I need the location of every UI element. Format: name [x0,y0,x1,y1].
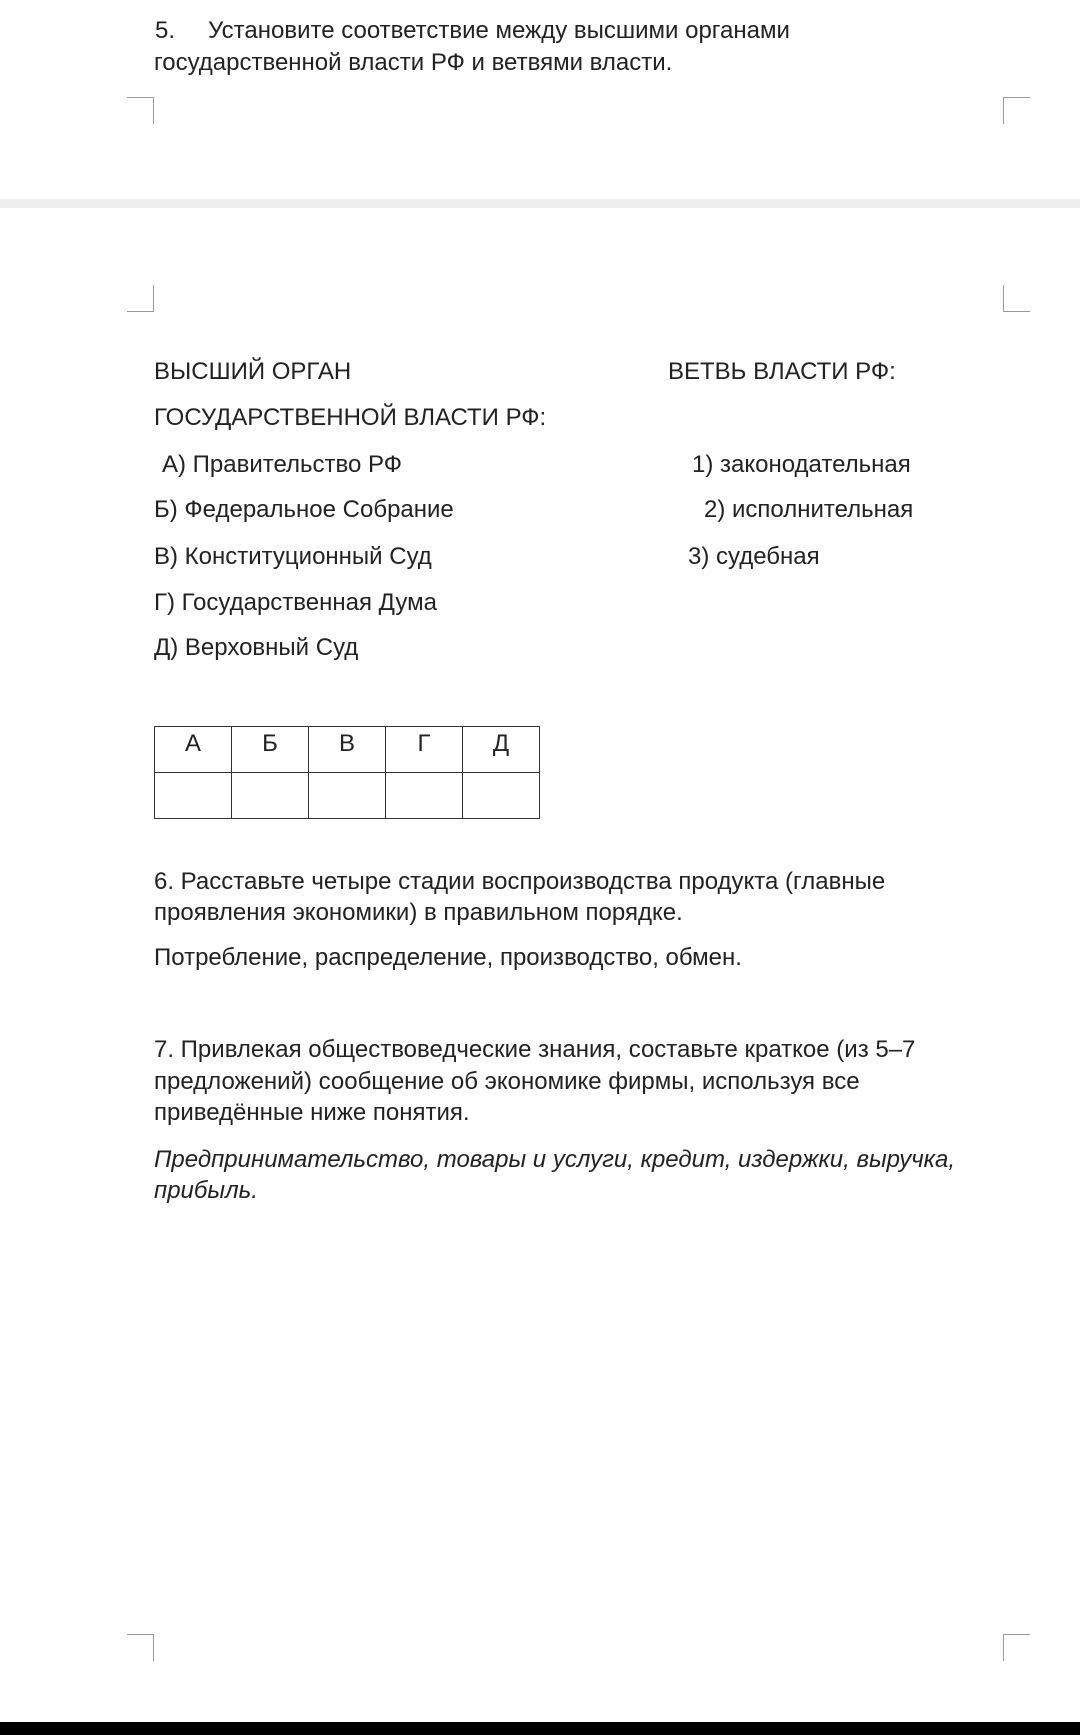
organ-item: Б) Федеральное Собрание [154,496,454,523]
answer-cell[interactable] [386,773,463,819]
margin-corner-mark [1003,1634,1030,1661]
branch-item: 3) судебная [688,543,820,570]
margin-corner-mark [127,285,154,312]
table-header-cell: В [309,727,386,773]
q6-text-line2: проявления экономики) в правильном порядке. [154,899,683,926]
organ-item: В) Конституционный Суд [154,543,432,570]
q7-text-line2: предложений) сообщение об экономике фирмы, используя все [154,1068,860,1095]
q6-text-line1: 6. Расставьте четыре стадии воспроизводства продукта (главные [154,868,886,895]
organ-item: А) Правительство РФ [162,451,403,478]
q7-text-line3: приведённые ниже понятия. [154,1099,470,1126]
q5-text-line1: Установите соответствие между высшими органами [208,17,790,44]
answer-cell[interactable] [463,773,540,819]
page-separator [0,199,1080,208]
branches-header: ВЕТВЬ ВЛАСТИ РФ: [668,358,896,385]
branch-item: 1) законодательная [692,451,911,478]
table-header-cell: Б [232,727,309,773]
answer-cell[interactable] [232,773,309,819]
table-header-cell: Д [463,727,540,773]
margin-corner-mark [127,1634,154,1661]
table-header-row [155,727,540,773]
margin-corner-mark [127,97,154,124]
organ-item: Г) Государственная Дума [154,589,437,616]
margin-corner-mark [1003,285,1030,312]
answer-cell[interactable] [155,773,232,819]
margin-corner-mark [1003,97,1030,124]
table-header-cell: А [155,727,232,773]
q7-text-line1: 7. Привлекая обществоведческие знания, составьте краткое (из 5–7 [154,1036,916,1063]
answer-table [154,726,540,819]
answer-cell[interactable] [309,773,386,819]
table-answer-row [155,773,540,819]
bottom-bar [0,1722,1080,1735]
q7-terms-line1: Предпринимательство, товары и услуги, кредит, издержки, выручка, [154,1146,955,1173]
q5-number: 5. [155,17,176,44]
branch-item: 2) исполнительная [704,496,914,523]
table-header-cell: Г [386,727,463,773]
q7-terms-line2: прибыль. [154,1177,258,1204]
q5-text-line2: государственной власти РФ и ветвями власти. [154,49,673,76]
organ-item: Д) Верховный Суд [154,634,359,661]
organs-header: ВЫСШИЙ ОРГАН [154,358,352,385]
q6-items: Потребление, распределение, производство, обмен. [154,944,742,971]
organs-header-2: ГОСУДАРСТВЕННОЙ ВЛАСТИ РФ: [154,404,547,431]
